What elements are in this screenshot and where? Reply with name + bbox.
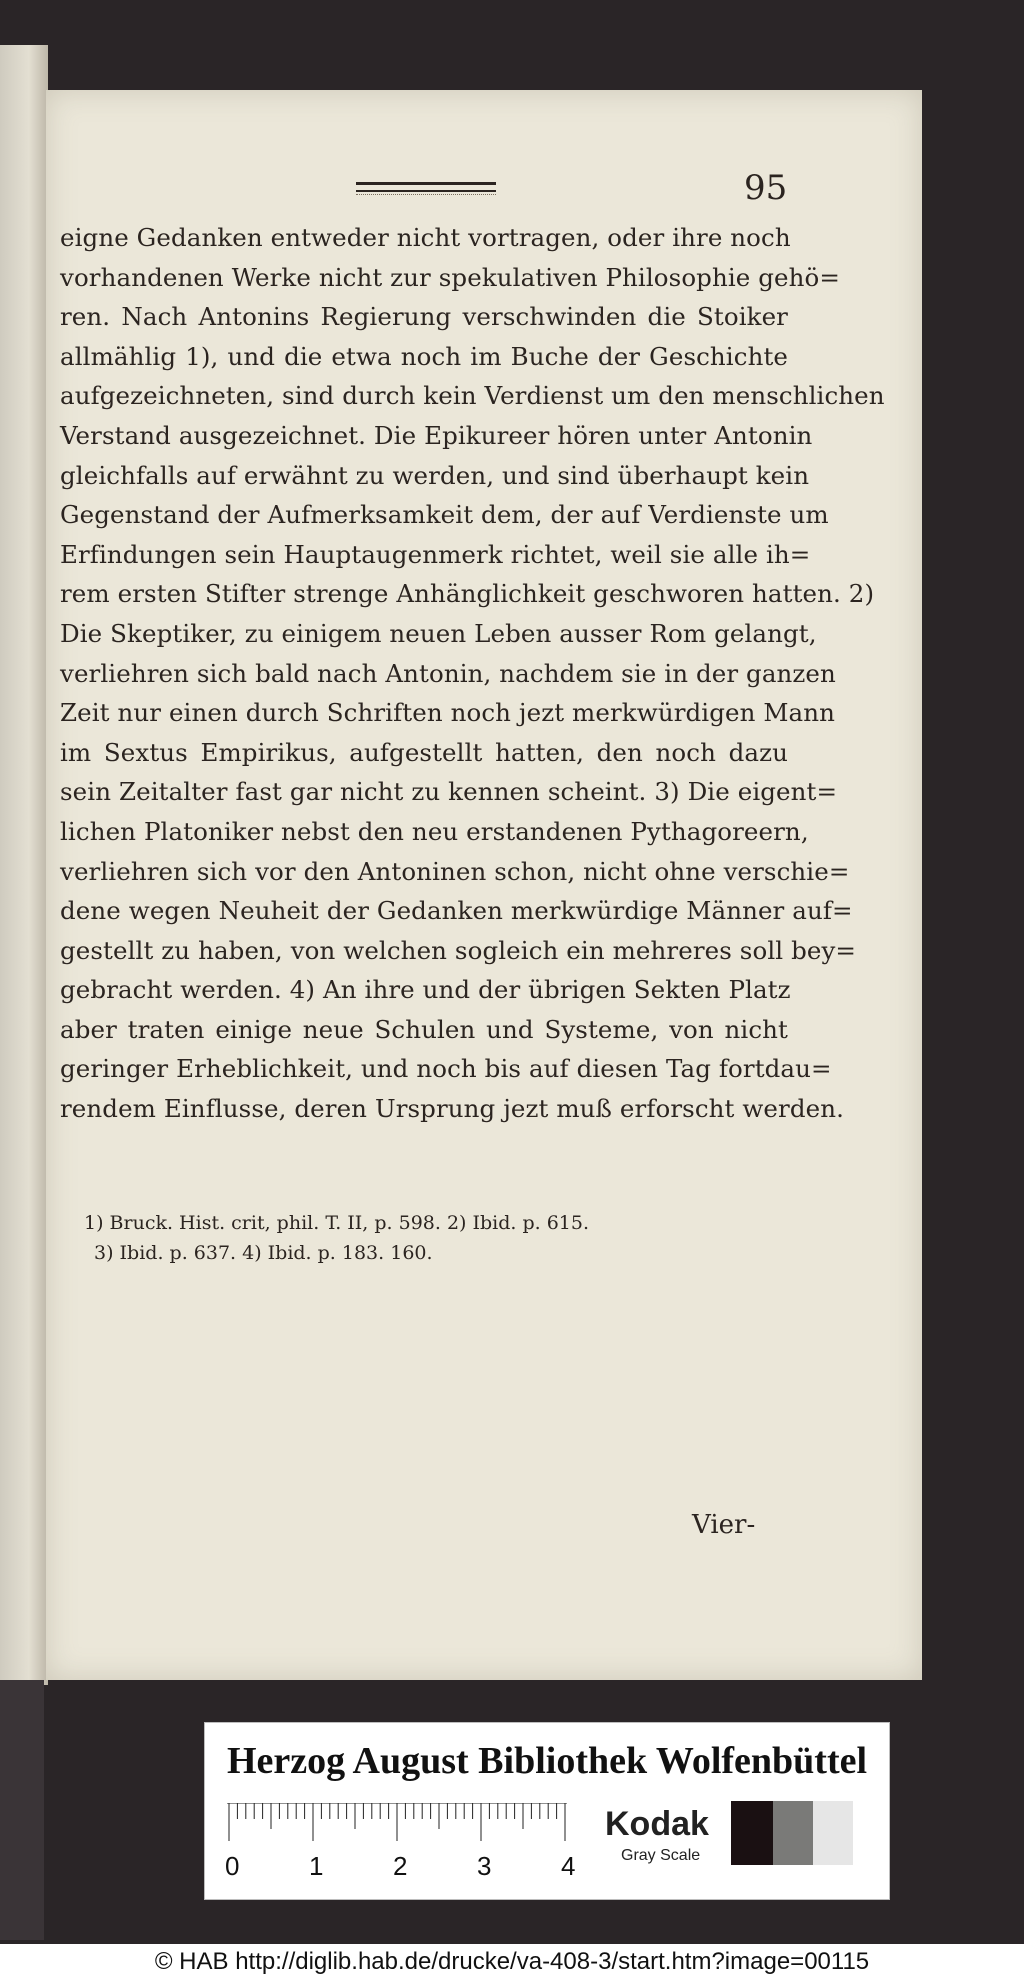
text-line: Zeit nur einen durch Schriften noch jezt merkwürdigen Mann	[60, 698, 836, 728]
footnotes	[84, 1208, 804, 1268]
text-line: gleichfalls auf erwähnt zu werden, und sind überhaupt kein	[60, 460, 810, 490]
gray-swatch-dark	[731, 1801, 773, 1865]
text-line: dene wegen Neuheit der Gedanken merkwürdige Männer auf=	[60, 896, 853, 926]
gray-swatch-mid	[773, 1801, 813, 1865]
kodak-logo: Kodak	[605, 1805, 709, 1843]
text-line: geringer Erheblichkeit, und noch bis auf diesen Tag fortdau=	[60, 1054, 832, 1084]
footer-bar	[0, 1944, 1024, 1980]
text-line: verliehren sich vor den Antoninen schon, nicht ohne verschie=	[60, 856, 850, 886]
binding-shadow	[0, 1680, 44, 1940]
gray-scale-label: Gray Scale	[621, 1847, 701, 1864]
ruler-number: 1	[309, 1851, 324, 1881]
text-line: gebracht werden. 4) An ihre und der übrigen Sekten Platz	[60, 975, 791, 1005]
text-line: ren. Nach Antonins Regierung verschwinden die Stoiker	[60, 302, 788, 332]
text-line: eigne Gedanken entweder nicht vortragen, oder ihre noch	[60, 223, 791, 252]
text-line: Erfindungen sein Hauptaugenmerk richtet, weil sie alle ih=	[60, 539, 811, 569]
ruler-number: 0	[225, 1851, 240, 1881]
library-title: Herzog August Bibliothek Wolfenbüttel	[226, 1740, 868, 1782]
text-line: im Sextus Empirikus, aufgestellt hatten, den noch dazu	[60, 737, 788, 767]
ruler-scale	[227, 1803, 567, 1843]
text-line: aber traten einige neue Schulen und Systeme, von nicht	[60, 1014, 788, 1044]
footer-copyright: © HAB http://diglib.hab.de/drucke/va-408-3/start.htm?image=00115	[154, 1948, 870, 1975]
header-rule	[356, 182, 496, 192]
footnote-line: 3) Ibid. p. 637. 4) Ibid. p. 183. 160.	[94, 1242, 433, 1264]
text-line: rendem Einflusse, deren Ursprung jezt muß erforscht werden.	[60, 1094, 844, 1124]
color-target-card	[204, 1722, 890, 1900]
body-text	[60, 218, 885, 1129]
text-line: lichen Platoniker nebst den neu erstandenen Pythagoreern,	[60, 816, 809, 846]
text-line: vorhandenen Werke nicht zur spekulativen Philosophie gehö=	[60, 262, 841, 292]
book-page	[46, 90, 922, 1680]
previous-page-edge	[0, 45, 48, 1685]
text-line: Gegenstand der Aufmerksamkeit dem, der auf Verdienste um	[60, 500, 829, 530]
catchword: Vier-	[692, 1510, 756, 1540]
footnote-line: 1) Bruck. Hist. crit, phil. T. II, p. 598. 2) Ibid. p. 615.	[84, 1212, 590, 1234]
text-line: Die Skeptiker, zu einigem neuen Leben ausser Rom gelangt,	[60, 618, 817, 648]
text-line: sein Zeitalter fast gar nicht zu kennen scheint. 3) Die eigent=	[60, 777, 838, 807]
ruler-number: 2	[393, 1851, 408, 1881]
text-line: allmählig 1), und die etwa noch im Buche der Geschichte	[60, 341, 788, 371]
page-number: 95	[744, 168, 788, 208]
text-line: verliehren sich bald nach Antonin, nachdem sie in der ganzen	[60, 658, 836, 688]
text-line: gestellt zu haben, von welchen sogleich ein mehreres soll bey=	[60, 935, 857, 965]
ruler-number: 3	[477, 1851, 492, 1881]
gray-swatch-light	[813, 1801, 853, 1865]
header-rule-dotted	[356, 194, 496, 199]
text-line: aufgezeichneten, sind durch kein Verdienst um den menschlichen	[60, 381, 885, 411]
text-line: rem ersten Stifter strenge Anhänglichkeit geschworen hatten. 2)	[60, 579, 875, 609]
ruler-number: 4	[561, 1851, 576, 1881]
text-line: Verstand ausgezeichnet. Die Epikureer hören unter Antonin	[60, 420, 813, 450]
